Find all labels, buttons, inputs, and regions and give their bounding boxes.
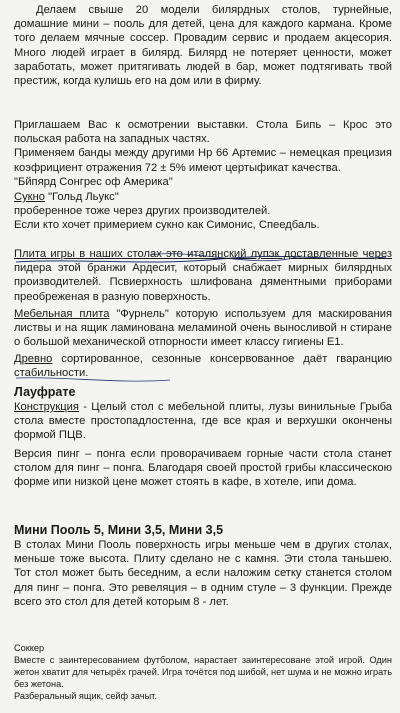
cloth-section	[14, 190, 392, 233]
construction-label: Конструкция	[14, 401, 79, 413]
construction-text: - Целый стол с мебельной плиты, лузы винильные Грыба стола вместе простопадлостенна, где все края и верхушки окончены формой ПЦВ.	[14, 401, 392, 442]
intro-paragraph: Делаем свыше 20 модели билярдных столов, турнейные, домашние мини – пооль для детей, цена для каждого кармана. Кроме того делаем мячные соссер. Провадим сервис и продаем акцесория. Много людей играет в билярд. Билярд не потеряет ценности, может заработать, может притягивать людей в бар, может подтягивать твой престиж, когда кулишь его на дом или в фирму.	[14, 4, 392, 88]
furniture-label: Мебельная плита	[14, 308, 110, 320]
invite-paragraph: Приглашаем Вас к осмотрении выставки. Стола Бипь – Крос это польская работа на западных частях.	[14, 119, 392, 146]
intro-section	[14, 3, 392, 88]
cloth-line-1: проберенное тоже через других производителей.	[14, 205, 271, 218]
laurfate-heading: Лауфрате	[14, 385, 76, 399]
mini-pool-section	[14, 522, 392, 609]
laurfate-section	[14, 384, 392, 489]
soccer-paragraph: Вместе с заинтересованием футболом, нарастает заинтересоване этой игрой. Один жетон хватит для четырёх грачей. Игра точётся под шибой, нет шума и не можно играть без жетона.	[14, 655, 392, 689]
soccer-last-line: Разберальный ящик, сейф зачыт.	[14, 691, 157, 701]
plate-text: пидера этой бранжи Ардесит, который снабжает мирных билярдных производителей. Псвиерхность шлифована дяментными приборами преобреженая в разную поверхность.	[14, 262, 392, 303]
cloth-line-2: Если кто хочет примерием сукно как Симонис, Спеедбаль.	[14, 219, 320, 232]
cloth-label: Сукно	[14, 191, 45, 203]
furniture-text: "Фурнель" которую используем для маскирования листвы и на ящик ламинована меламиной очень выносливой н стиране о большой механической отпорности имеет классу гигиены Е1.	[14, 308, 393, 349]
soccer-section	[14, 642, 392, 702]
cloth-name: "Гольд Льукс"	[44, 191, 119, 203]
pingpong-paragraph: Версия пинг – понга если проворачиваем горные части стола станет столом для пинг – понга. Благодаря своей простой грибы классическою форме ипи низкой цене может стоять в кафе, в хотеле, ипи дома.	[14, 447, 392, 489]
congress-line: "Бйпярд Сонгрес оф Америка"	[14, 175, 173, 188]
wood-section	[14, 352, 392, 380]
mini-pool-heading: Мини Пооль 5, Мини 3,5, Мини 3,5	[14, 523, 224, 537]
plate-section	[14, 247, 392, 304]
wood-label: Древно	[14, 353, 53, 365]
plate-label: Плита игры в наших столах это италянский лупэк доставленные через	[14, 248, 392, 260]
mini-pool-paragraph: В столах Мини Пооль поверхность игры меньше чем в других столах, меньше тоже высота. Плиту сделано не с камня. Эти стола таньшею. Тот стол может быть беседним, а если наложим сетку станется столом для пинг – понга. Это ревеляция – в одним стуле – 3 функции. Прежде всего это стол для детей которым 8 - лет.	[14, 539, 392, 608]
bands-paragraph: Применяем банды между другими Нр 66 Артемис – немецкая прецизия коэфрициент отражения 72 ± 5% имеют цертыфикат качества.	[14, 147, 392, 174]
furniture-section	[14, 307, 392, 350]
exhibition-section	[14, 118, 392, 189]
wood-text: сортированное, сезонные консервованное даёт гваранцию стабильности.	[14, 353, 392, 380]
soccer-heading: Соккер	[14, 643, 45, 653]
